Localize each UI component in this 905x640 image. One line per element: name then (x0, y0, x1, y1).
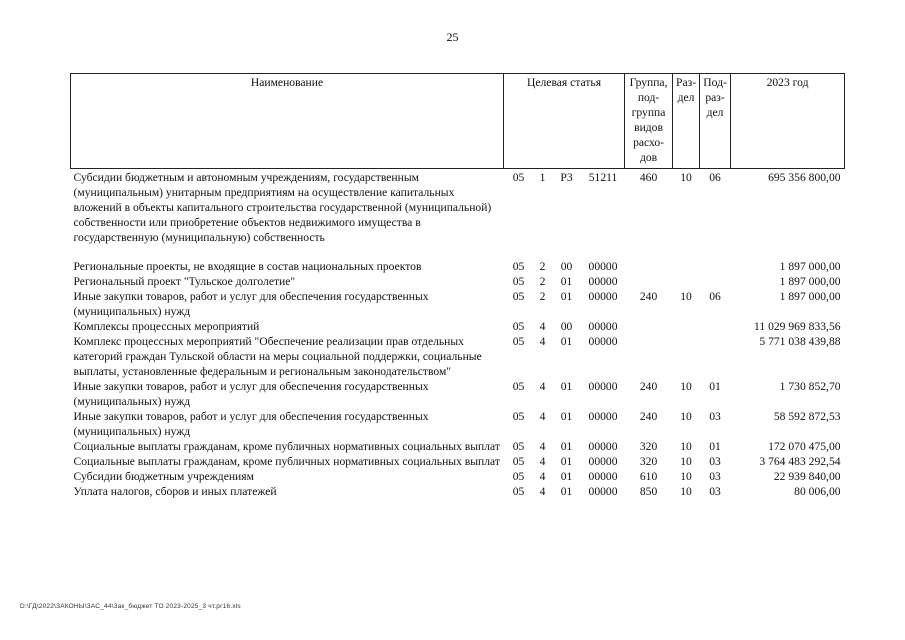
subsection-code: 01 (709, 440, 721, 453)
header-group-lines (627, 75, 670, 165)
target-code-3: 01 (560, 440, 573, 453)
target-code-1: 05 (512, 335, 525, 348)
target-code-3: 00 (560, 320, 573, 333)
row-name: Иные закупки товаров, работ и услуг для обеспечения государственных (муниципальных) нужд (73, 290, 429, 318)
header-group-line: группа (631, 106, 666, 119)
file-path-footer: D:\ГД\2022\ЗАКОНЫ\ЗАС_44\Зак_бюджет ТО 2023-2025_3 чт.рг16.xls (20, 603, 241, 610)
target-code-4: 00000 (588, 380, 618, 393)
target-code-3: 01 (560, 275, 573, 288)
amount-2023: 1 897 000,00 (779, 290, 841, 303)
target-code-4: 00000 (588, 410, 618, 423)
header-group-line: дов (639, 151, 658, 164)
target-code-2: 4 (539, 335, 546, 348)
table-row (71, 409, 845, 439)
table-row (71, 319, 845, 334)
amount-2023: 172 070 475,00 (768, 440, 841, 453)
header-subsection-line: раз- (705, 91, 725, 104)
target-code-4: 00000 (588, 290, 618, 303)
subsection-code: 03 (709, 455, 721, 468)
target-code-2: 2 (539, 290, 546, 303)
header-group (625, 74, 673, 169)
target-code-4: 00000 (588, 485, 618, 498)
table-row (71, 469, 845, 484)
target-code-4: 00000 (588, 470, 618, 483)
target-code-3: 01 (560, 455, 573, 468)
target-code-1: 05 (512, 380, 525, 393)
table-row (71, 289, 845, 319)
target-code-2: 4 (539, 440, 546, 453)
header-target: Целевая статья (504, 74, 625, 169)
section-code (673, 319, 700, 334)
target-code-4: 51211 (588, 171, 618, 184)
target-code-2: 1 (539, 171, 546, 184)
amount-2023: 58 592 872,53 (773, 410, 841, 423)
row-name: Региональный проект "Тульское долголетие" (73, 275, 296, 288)
section-code: 10 (680, 171, 692, 184)
expense-group: 850 (639, 485, 658, 498)
target-code-1: 05 (512, 410, 525, 423)
expense-group: 610 (639, 470, 658, 483)
row-name: Социальные выплаты гражданам, кроме публичных нормативных социальных выплат (73, 455, 500, 468)
target-code-3: 01 (560, 290, 573, 303)
header-name: Наименование (71, 74, 504, 169)
target-code-1: 05 (512, 275, 525, 288)
section-code: 10 (680, 485, 692, 498)
table-row (71, 379, 845, 409)
target-code-4: 00000 (588, 275, 618, 288)
header-subsection-lines (702, 75, 728, 120)
amount-2023: 22 939 840,00 (773, 470, 841, 483)
header-subsection-line: дел (706, 106, 724, 119)
table-row (71, 334, 845, 379)
header-group-line: под- (637, 91, 660, 104)
header-group-line: расхо- (633, 136, 665, 149)
subsection-code: 03 (709, 470, 721, 483)
target-code-2: 4 (539, 320, 546, 333)
page-number: 25 (446, 30, 459, 44)
target-code-1: 05 (512, 290, 525, 303)
subsection-code (700, 274, 731, 289)
target-code-2: 4 (539, 470, 546, 483)
header-subsection (700, 74, 731, 169)
section-code: 10 (680, 290, 692, 303)
expense-group: 240 (639, 410, 658, 423)
expense-group: 320 (639, 440, 658, 453)
subsection-code (700, 319, 731, 334)
section-code: 10 (680, 455, 692, 468)
spacer-row (71, 245, 845, 259)
target-code-3: 01 (560, 335, 573, 348)
row-name: Комплексы процессных мероприятий (73, 320, 260, 333)
target-code-1: 05 (512, 440, 525, 453)
table-row (71, 439, 845, 454)
section-code (673, 259, 700, 274)
target-code-4: 00000 (588, 455, 618, 468)
amount-2023: 1 897 000,00 (779, 260, 841, 273)
section-code: 10 (680, 380, 692, 393)
budget-table (70, 73, 845, 499)
subsection-code (700, 334, 731, 379)
header-group-line: Группа, (629, 76, 668, 89)
budget-table-container (70, 73, 844, 499)
header-amount: 2023 год (731, 74, 845, 169)
target-code-3: 01 (560, 380, 573, 393)
row-name: Комплекс процессных мероприятий "Обеспечение реализации прав отдельных категорий граждан Тульской области на меры социальной поддержки, социальные выплаты, установленные федеральным и региональным законодательством" (73, 335, 482, 378)
section-code: 10 (680, 440, 692, 453)
target-code-2: 2 (539, 275, 546, 288)
expense-group: 460 (639, 171, 658, 184)
row-name: Иные закупки товаров, работ и услуг для обеспечения государственных (муниципальных) нужд (73, 410, 429, 438)
expense-group (625, 319, 673, 334)
target-code-4: 00000 (588, 335, 618, 348)
amount-2023: 695 356 800,00 (768, 171, 841, 184)
amount-2023: 1 897 000,00 (779, 275, 841, 288)
table-row (71, 169, 845, 246)
target-code-3: 01 (560, 470, 573, 483)
target-code-1: 05 (512, 171, 525, 184)
target-code-1: 05 (512, 485, 525, 498)
section-code: 10 (680, 410, 692, 423)
table-row (71, 259, 845, 274)
section-code (673, 334, 700, 379)
target-code-4: 00000 (588, 320, 618, 333)
row-name: Уплата налогов, сборов и иных платежей (73, 485, 277, 498)
target-code-2: 4 (539, 410, 546, 423)
row-name: Социальные выплаты гражданам, кроме публичных нормативных социальных выплат (73, 440, 500, 453)
table-row (71, 274, 845, 289)
target-code-1: 05 (512, 260, 525, 273)
expense-group (625, 334, 673, 379)
expense-group: 240 (639, 290, 658, 303)
target-code-2: 4 (539, 485, 546, 498)
row-name: Иные закупки товаров, работ и услуг для обеспечения государственных (муниципальных) нужд (73, 380, 429, 408)
subsection-code: 06 (709, 290, 721, 303)
row-name: Субсидии бюджетным учреждениям (73, 470, 254, 483)
row-name: Субсидии бюджетным и автономным учреждениям, государственным (муниципальным) унитарным предприятиям на осуществление капитальных вложений в объекты капитального строительства государственной (муниципальной) собственности или приобретение объектов недвижимого имущества в государственную (муниципальную) собственность (73, 171, 492, 244)
subsection-code (700, 259, 731, 274)
target-code-1: 05 (512, 470, 525, 483)
table-row (71, 484, 845, 499)
amount-2023: 3 764 483 292,54 (759, 455, 841, 468)
header-section-lines (675, 75, 697, 105)
target-code-3: 01 (560, 485, 573, 498)
amount-2023: 5 771 038 439,88 (759, 335, 841, 348)
target-code-2: 2 (539, 260, 546, 273)
target-code-2: 4 (539, 455, 546, 468)
header-section-line: дел (677, 91, 695, 104)
header-subsection-line: Под- (703, 76, 727, 89)
section-code (673, 274, 700, 289)
table-row (71, 454, 845, 469)
target-code-1: 05 (512, 320, 525, 333)
target-code-4: 00000 (588, 440, 618, 453)
table-header-row (71, 74, 845, 169)
table-body (71, 169, 845, 500)
subsection-code: 06 (709, 171, 721, 184)
target-code-4: 00000 (588, 260, 618, 273)
target-code-1: 05 (512, 455, 525, 468)
header-group-line: видов (634, 121, 663, 134)
header-section (673, 74, 700, 169)
target-code-3: 00 (560, 260, 573, 273)
expense-group (625, 274, 673, 289)
target-code-2: 4 (539, 380, 546, 393)
spacer-cell (71, 245, 845, 259)
amount-2023: 80 006,00 (794, 485, 841, 498)
expense-group: 320 (639, 455, 658, 468)
row-name: Региональные проекты, не входящие в состав национальных проектов (73, 260, 422, 273)
subsection-code: 03 (709, 485, 721, 498)
expense-group (625, 259, 673, 274)
section-code: 10 (680, 470, 692, 483)
amount-2023: 1 730 852,70 (779, 380, 841, 393)
subsection-code: 03 (709, 410, 721, 423)
subsection-code: 01 (709, 380, 721, 393)
target-code-3: 01 (560, 410, 573, 423)
expense-group: 240 (639, 380, 658, 393)
header-section-line: Раз- (676, 76, 697, 89)
amount-2023: 11 029 969 833,56 (754, 320, 841, 333)
target-code-3: Р3 (560, 171, 573, 184)
